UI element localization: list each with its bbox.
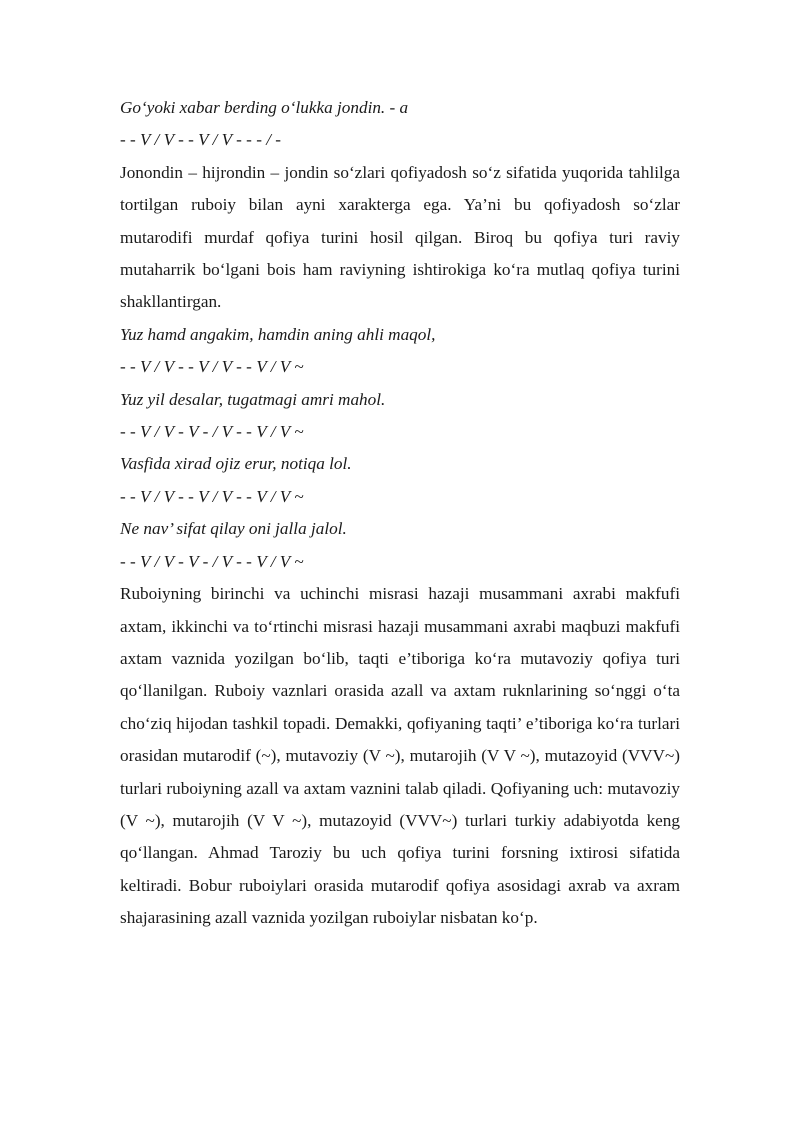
paragraph-1: Jonondin – hijrondin – jondin so‘zlari qofiyadosh so‘z sifatida yuqorida tahlilga tortilgan ruboiy bilan ayni xarakterga ega. Ya’ni bu qofiyadosh so‘zlar mutarodifi murdaf qofiya turini hosil qilgan. Biroq bu qofiya turi raviy mutaharrik bo‘lgani bois ham raviyning ishtirokiga ko‘ra mutlaq qofiya turini shakllantirgan.: [120, 162, 680, 312]
scansion-line: - - V / V - V - / V - - V / V ~: [120, 551, 304, 571]
scansion-line: - - V / V - - V / V - - - / -: [120, 130, 282, 150]
verse-line: Yuz hamd angakim, hamdin aning ahli maqol,: [120, 324, 436, 344]
scansion-line: - - V / V - V - / V - - V / V ~: [120, 422, 304, 442]
paragraph-2: Ruboiyning birinchi va uchinchi misrasi hazaji musammani axrabi makfufi axtam, ikkinchi va to‘rtinchi misrasi hazaji musammani axrabi maqbuzi makfufi axtam vaznida yozilgan bo‘lib, taqti e’tiboriga ko‘ra mutavoziy qofiya turi qo‘llanilgan. Ruboiy vaznlari orasida azall va axtam ruknlarining so‘nggi o‘ta cho‘ziq hijodan tashkil topadi. Demakki, qofiyaning taqti’ e’tiboriga ko‘ra turlari orasidan mutarodif (~), mutavoziy (V ~), mutarojih (V V ~), mutazoyid (VVV~) turlari ruboiyning azall va axtam vaznini talab qiladi. Qofiyaning uch: mutavoziy (V ~), mutarojih (V V ~), mutazoyid (VVV~) turlari turkiy adabiyotda keng qo‘llangan. Ahmad Taroziy bu uch qofiya turini forsning ixtirosi sifatida keltiradi. Bobur ruboiylari orasida mutarodif qofiya asosidagi axrab va axram shajarasining azall vaznida yozilgan ruboiylar nisbatan ko‘p.: [120, 584, 680, 928]
verse-line: Vasfida xirad ojiz erur, notiqa lol.: [120, 454, 352, 474]
verse-line: Ne nav’ sifat qilay oni jalla jalol.: [120, 519, 347, 539]
verse-line: Yuz yil desalar, tugatmagi amri mahol.: [120, 389, 386, 409]
scansion-line: - - V / V - - V / V - - V / V ~: [120, 486, 304, 506]
document-page: [120, 92, 680, 935]
scansion-line: - - V / V - - V / V - - V / V ~: [120, 357, 304, 377]
verse-line: Go‘yoki xabar berding o‘lukka jondin. - a: [120, 98, 409, 117]
